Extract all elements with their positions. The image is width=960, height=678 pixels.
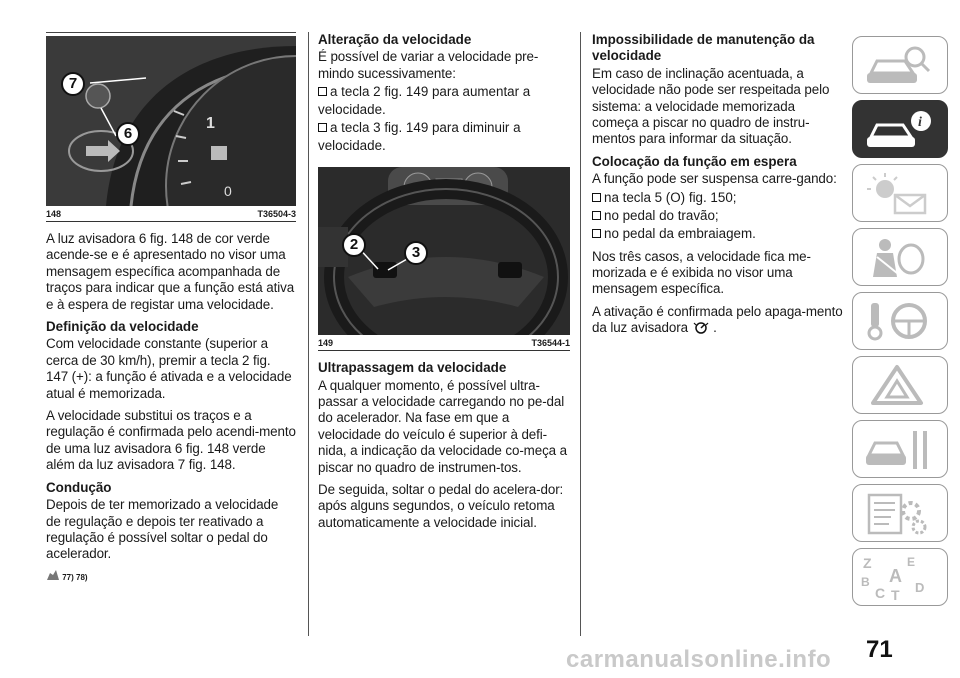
checklist-gears-icon (863, 491, 933, 537)
note-references-text: 77) 78) (62, 572, 88, 582)
heading-alteracao: Alteração da velocidade (318, 32, 472, 47)
figure-149-code: T36544-1 (531, 338, 570, 349)
dashboard-gauge-illustration (46, 36, 296, 206)
bullet-travao-text: no pedal do travão; (604, 207, 719, 223)
bullet-box-icon (592, 211, 601, 220)
alphabet-index-icon (859, 552, 935, 602)
key-steering-wheel-icon (863, 299, 933, 345)
paragraph-ativacao-end: . (713, 320, 717, 336)
bullet-diminuir-text: a tecla 3 fig. 149 para diminuir a velocidade. (318, 120, 521, 154)
paragraph-tres-casos: Nos três casos, a velocidade fica me-morizada e é exibida no visor uma mensagem específica. (592, 248, 811, 297)
gauge-mark-1: 1 (206, 115, 215, 132)
heading-ultrapassagem: Ultrapassagem da velocidade (318, 360, 507, 376)
column-2 (318, 32, 570, 537)
bullet-tecla-5-text: na tecla 5 (O) fig. 150; (604, 189, 737, 205)
car-tools-icon (863, 427, 933, 473)
heading-definicao: Definição da velocidade (46, 319, 199, 335)
paragraph-substitui: A velocidade substitui os traços e a regulação é confirmada pelo acendi-mento de uma luz avisadora 6 fig. 148 verde além da luz avisadora 7 fig. 148. (46, 408, 296, 473)
bullet-box-icon (592, 229, 601, 238)
figure-148-caption (46, 206, 296, 222)
heading-colocacao: Colocação da função em espera (592, 153, 797, 169)
index-letter-t: T (891, 587, 900, 602)
watermark: carmanualsonline.info (566, 646, 832, 673)
sidebar-tab-safety[interactable] (852, 228, 948, 286)
sidebar-tab-warning-light[interactable] (852, 164, 948, 222)
bullet-embraiagem (592, 225, 844, 243)
paragraph-ultrapassagem: A qualquer momento, é possível ultra-passar a velocidade carregando no pe-dal do acelerador. Na fase em que a velocidade do veículo é superior à defi-nida, a indicação da velocidade co-meça a piscar no quadro de instrumen-tos. (318, 377, 567, 475)
figure-149-caption (318, 335, 570, 351)
bullet-embraiagem-text: no pedal da embraiagem. (604, 225, 756, 241)
bullet-diminuir (318, 119, 570, 155)
sidebar-tab-maintenance[interactable] (852, 420, 948, 478)
svg-text:i: i (918, 115, 922, 130)
callout-3: 3 (404, 241, 428, 265)
chapter-sidebar (852, 36, 960, 612)
callout-6: 6 (116, 122, 140, 146)
sidebar-tab-technical-data[interactable] (852, 484, 948, 542)
warning-light-mail-icon (863, 171, 933, 217)
column-divider-2 (580, 32, 581, 636)
paragraph-indicator-light: A luz avisadora 6 fig. 148 de cor verde acende-se e é apresentado no visor uma mensagem específica acompanhada de traços para indicar que a função está ativa e à espera de registar uma velocidade. (46, 231, 295, 312)
paragraph-impossibilidade: Em caso de inclinação acentuada, a velocidade não pode ser respeitada pelo sistema: a velocidade memorizada começa a piscar no quadro de instru-mentos para informar da situação. (592, 65, 830, 147)
note-references (46, 569, 296, 582)
sidebar-tab-index[interactable] (852, 548, 948, 606)
cruise-control-light-icon (692, 320, 710, 334)
bullet-box-icon (318, 87, 327, 96)
paragraph-definicao: Com velocidade constante (superior a cerca de 30 km/h), premir a tecla 2 fig. 147 (+): a função é ativada e a velocidade atual é memorizada. (46, 336, 292, 401)
figure-148-image (46, 36, 296, 206)
callout-2: 2 (342, 233, 366, 257)
index-letter-c: C (875, 585, 886, 601)
heading-impossibilidade: Impossibilidade de manutenção da velocidade (592, 32, 815, 64)
paragraph-ativacao-text: A ativação é confirmada pelo apaga-mento da luz avisadora (592, 303, 843, 336)
bullet-box-icon (592, 193, 601, 202)
heading-conducao: Condução (46, 479, 112, 495)
car-info-icon (863, 107, 933, 153)
index-letter-z: Z (863, 555, 872, 571)
paragraph-colocacao: A função pode ser suspensa carre-gando: (592, 171, 837, 187)
index-letter-a: A (889, 566, 902, 586)
bullet-travao (592, 207, 844, 225)
paragraph-soltar: De seguida, soltar o pedal do acelera-dor: após alguns segundos, o veículo retoma automaticamente a velocidade inicial. (318, 482, 564, 530)
index-letter-d: D (915, 580, 925, 595)
note-hand-icon (46, 569, 60, 581)
column-divider-1 (308, 32, 309, 636)
paragraph-conducao: Depois de ter memorizado a velocidade de regulação e depois ter reativado a regulação é possível soltar o pedal do acelerador. (46, 497, 279, 562)
bullet-aumentar (318, 83, 570, 119)
column-3 (592, 32, 844, 343)
sidebar-tab-emergency[interactable] (852, 356, 948, 414)
index-letter-e: E (907, 555, 916, 569)
gauge-mark-0: 0 (224, 183, 232, 199)
sidebar-tab-car-search[interactable] (852, 36, 948, 94)
warning-triangle-icon (863, 363, 933, 409)
callout-7: 7 (61, 72, 85, 96)
car-search-icon (863, 43, 933, 89)
figure-148-code: T36504-3 (257, 209, 296, 219)
column-1 (46, 32, 296, 582)
paragraph-alteracao: É possível de variar a velocidade pre-mindo sucessivamente: (318, 49, 539, 81)
sidebar-tab-starting[interactable] (852, 292, 948, 350)
bullet-aumentar-text: a tecla 2 fig. 149 para aumentar a velocidade. (318, 84, 531, 118)
sidebar-tab-car-info[interactable] (852, 100, 948, 158)
figure-149-image (318, 167, 570, 335)
page-number: 71 (866, 636, 893, 663)
index-letter-b: B (861, 575, 870, 589)
bullet-box-icon (318, 123, 327, 132)
figure-149-number: 149 (318, 338, 334, 349)
paragraph-ativacao (592, 304, 844, 337)
airbag-person-icon (863, 235, 933, 281)
figure-148-number: 148 (46, 209, 62, 219)
bullet-tecla-5 (592, 189, 844, 207)
